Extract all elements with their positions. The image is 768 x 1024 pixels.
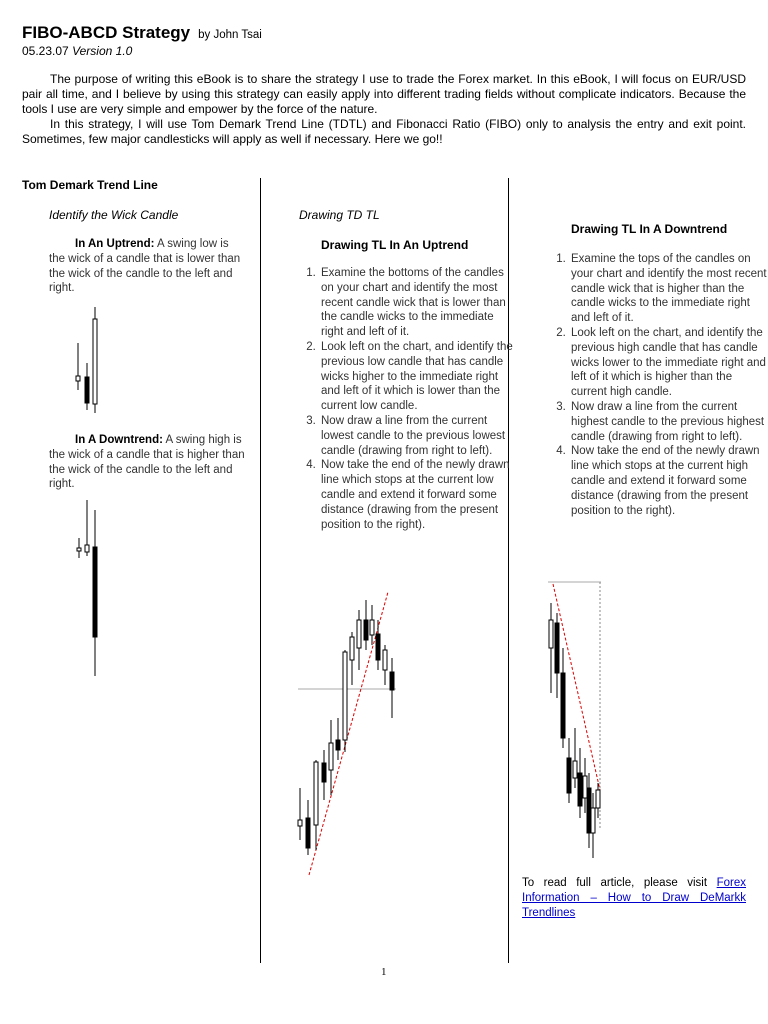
candle-middle-swing-low — [85, 363, 89, 410]
byline: by John Tsai — [198, 29, 262, 41]
candlestick — [555, 613, 559, 698]
col1-subheading: Identify the Wick Candle — [49, 208, 179, 222]
col3-heading: Drawing TL In A Downtrend — [571, 222, 728, 236]
column-divider-1 — [260, 178, 261, 963]
candlestick — [567, 738, 571, 803]
candlestick — [578, 748, 582, 818]
downtrend-label: In A Downtrend: — [75, 434, 163, 446]
candlestick — [329, 720, 333, 795]
version: Version 1.0 — [72, 44, 133, 58]
candles — [549, 603, 600, 858]
candlestick — [583, 758, 587, 813]
candlestick — [596, 783, 600, 818]
candlestick — [306, 800, 310, 855]
candles — [298, 600, 394, 855]
candlestick — [357, 610, 361, 670]
date-line — [22, 44, 132, 58]
col1-heading: Tom Demark Trend Line — [22, 178, 158, 192]
candlestick — [573, 728, 577, 788]
candlestick — [314, 760, 318, 850]
page-number: 1 — [381, 966, 387, 978]
list-item: 2. Look left on the chart, and identify the previous low candle that has candle wicks higher to the immediate right and left of it which is lower than the current low candle. — [319, 340, 519, 414]
candlestick — [383, 645, 387, 685]
intro-section — [22, 72, 746, 147]
intro-paragraph-2: In this strategy, I will use Tom Demark Trend Line (TDTL) and Fibonacci Ratio (FIBO) only to analysis the entry and exit point. Sometimes, few major candlesticks will apply as well if necessary. Here we go!! — [22, 117, 746, 146]
downtrend-text: A swing high is the wick of a candle that is higher than the wick of the candle to the left and right. — [49, 434, 245, 491]
article-link[interactable]: Forex Information – How to Draw DeMarkk Trendlines — [522, 877, 746, 919]
candlestick — [298, 788, 302, 840]
candle-right — [93, 307, 97, 413]
candle-left — [76, 343, 80, 390]
col2-heading: Drawing TL In An Uptrend — [321, 238, 469, 252]
candlestick — [376, 620, 380, 670]
candlestick — [322, 750, 326, 800]
list-item: 1. Examine the bottoms of the candles on your chart and identify the most recent candle wick that is lower than the candle wicks to the immediate right and left of it. — [319, 266, 519, 340]
list-item: 3. Now draw a line from the current lowest candle to the previous lowest candle (drawing from right to left). — [319, 414, 519, 458]
candlestick — [591, 793, 595, 858]
candlestick — [587, 773, 591, 848]
date: 05.23.07 — [22, 44, 69, 58]
document-title — [22, 23, 262, 43]
downtrend-description — [49, 433, 247, 492]
candlestick — [549, 603, 553, 693]
candlestick — [364, 600, 368, 650]
downtrend-steps-list — [547, 252, 768, 518]
col2-subheading: Drawing TD TL — [299, 208, 380, 222]
list-item: 4. Now take the end of the newly drawn line which stops at the current high candle and extend it forward some distance (drawing from the present position to the right). — [569, 444, 768, 518]
candle-left — [77, 538, 81, 558]
intro-paragraph-1: The purpose of writing this eBook is to share the strategy I use to trade the Forex market. In this eBook, I will focus on EUR/USD pair all time, and I believe by using this strategy can easily apply into different trading fields without complicate indicators. Because the tools I use are very simple and empower by the force of the nature. — [22, 72, 746, 116]
list-item: 3. Now draw a line from the current highest candle to the previous highest candle (drawing from right to left). — [569, 400, 768, 444]
title-text: FIBO-ABCD Strategy — [22, 23, 191, 42]
candlestick — [561, 648, 565, 748]
swing-high-candles-illustration — [70, 498, 110, 678]
candlestick — [336, 718, 340, 760]
candlestick — [390, 658, 394, 718]
candlestick — [350, 632, 354, 685]
candle-right — [93, 510, 97, 676]
uptrend-steps-list — [297, 266, 519, 532]
read-more-prefix: To read full article, please visit — [522, 877, 717, 889]
swing-low-candles-illustration — [70, 305, 110, 415]
list-item: 1. Examine the tops of the candles on your chart and identify the most recent candle wick that is higher than the candle wicks to the immediate right and left of it. — [569, 252, 768, 326]
list-item: 2. Look left on the chart, and identify the previous high candle that has candle wicks lower to the immediate right and left of it which is higher than the current high candle. — [569, 326, 768, 400]
uptrend-description — [49, 237, 247, 296]
candlestick — [370, 605, 374, 645]
candlestick — [343, 650, 347, 752]
uptrend-text: A swing low is the wick of a candle that is lower than the wick of the candle to the left and right. — [49, 238, 241, 295]
trendline — [553, 584, 600, 790]
uptrend-label: In An Uptrend: — [75, 238, 155, 250]
candle-middle-swing-high — [85, 500, 89, 556]
downtrend-trendline-chart — [546, 578, 606, 863]
list-item: 4. Now take the end of the newly drawn line which stops at the current low candle and extend it forward some distance (drawing from the present position to the right). — [319, 458, 519, 532]
uptrend-trendline-chart — [296, 590, 406, 880]
read-more-note — [522, 876, 746, 921]
